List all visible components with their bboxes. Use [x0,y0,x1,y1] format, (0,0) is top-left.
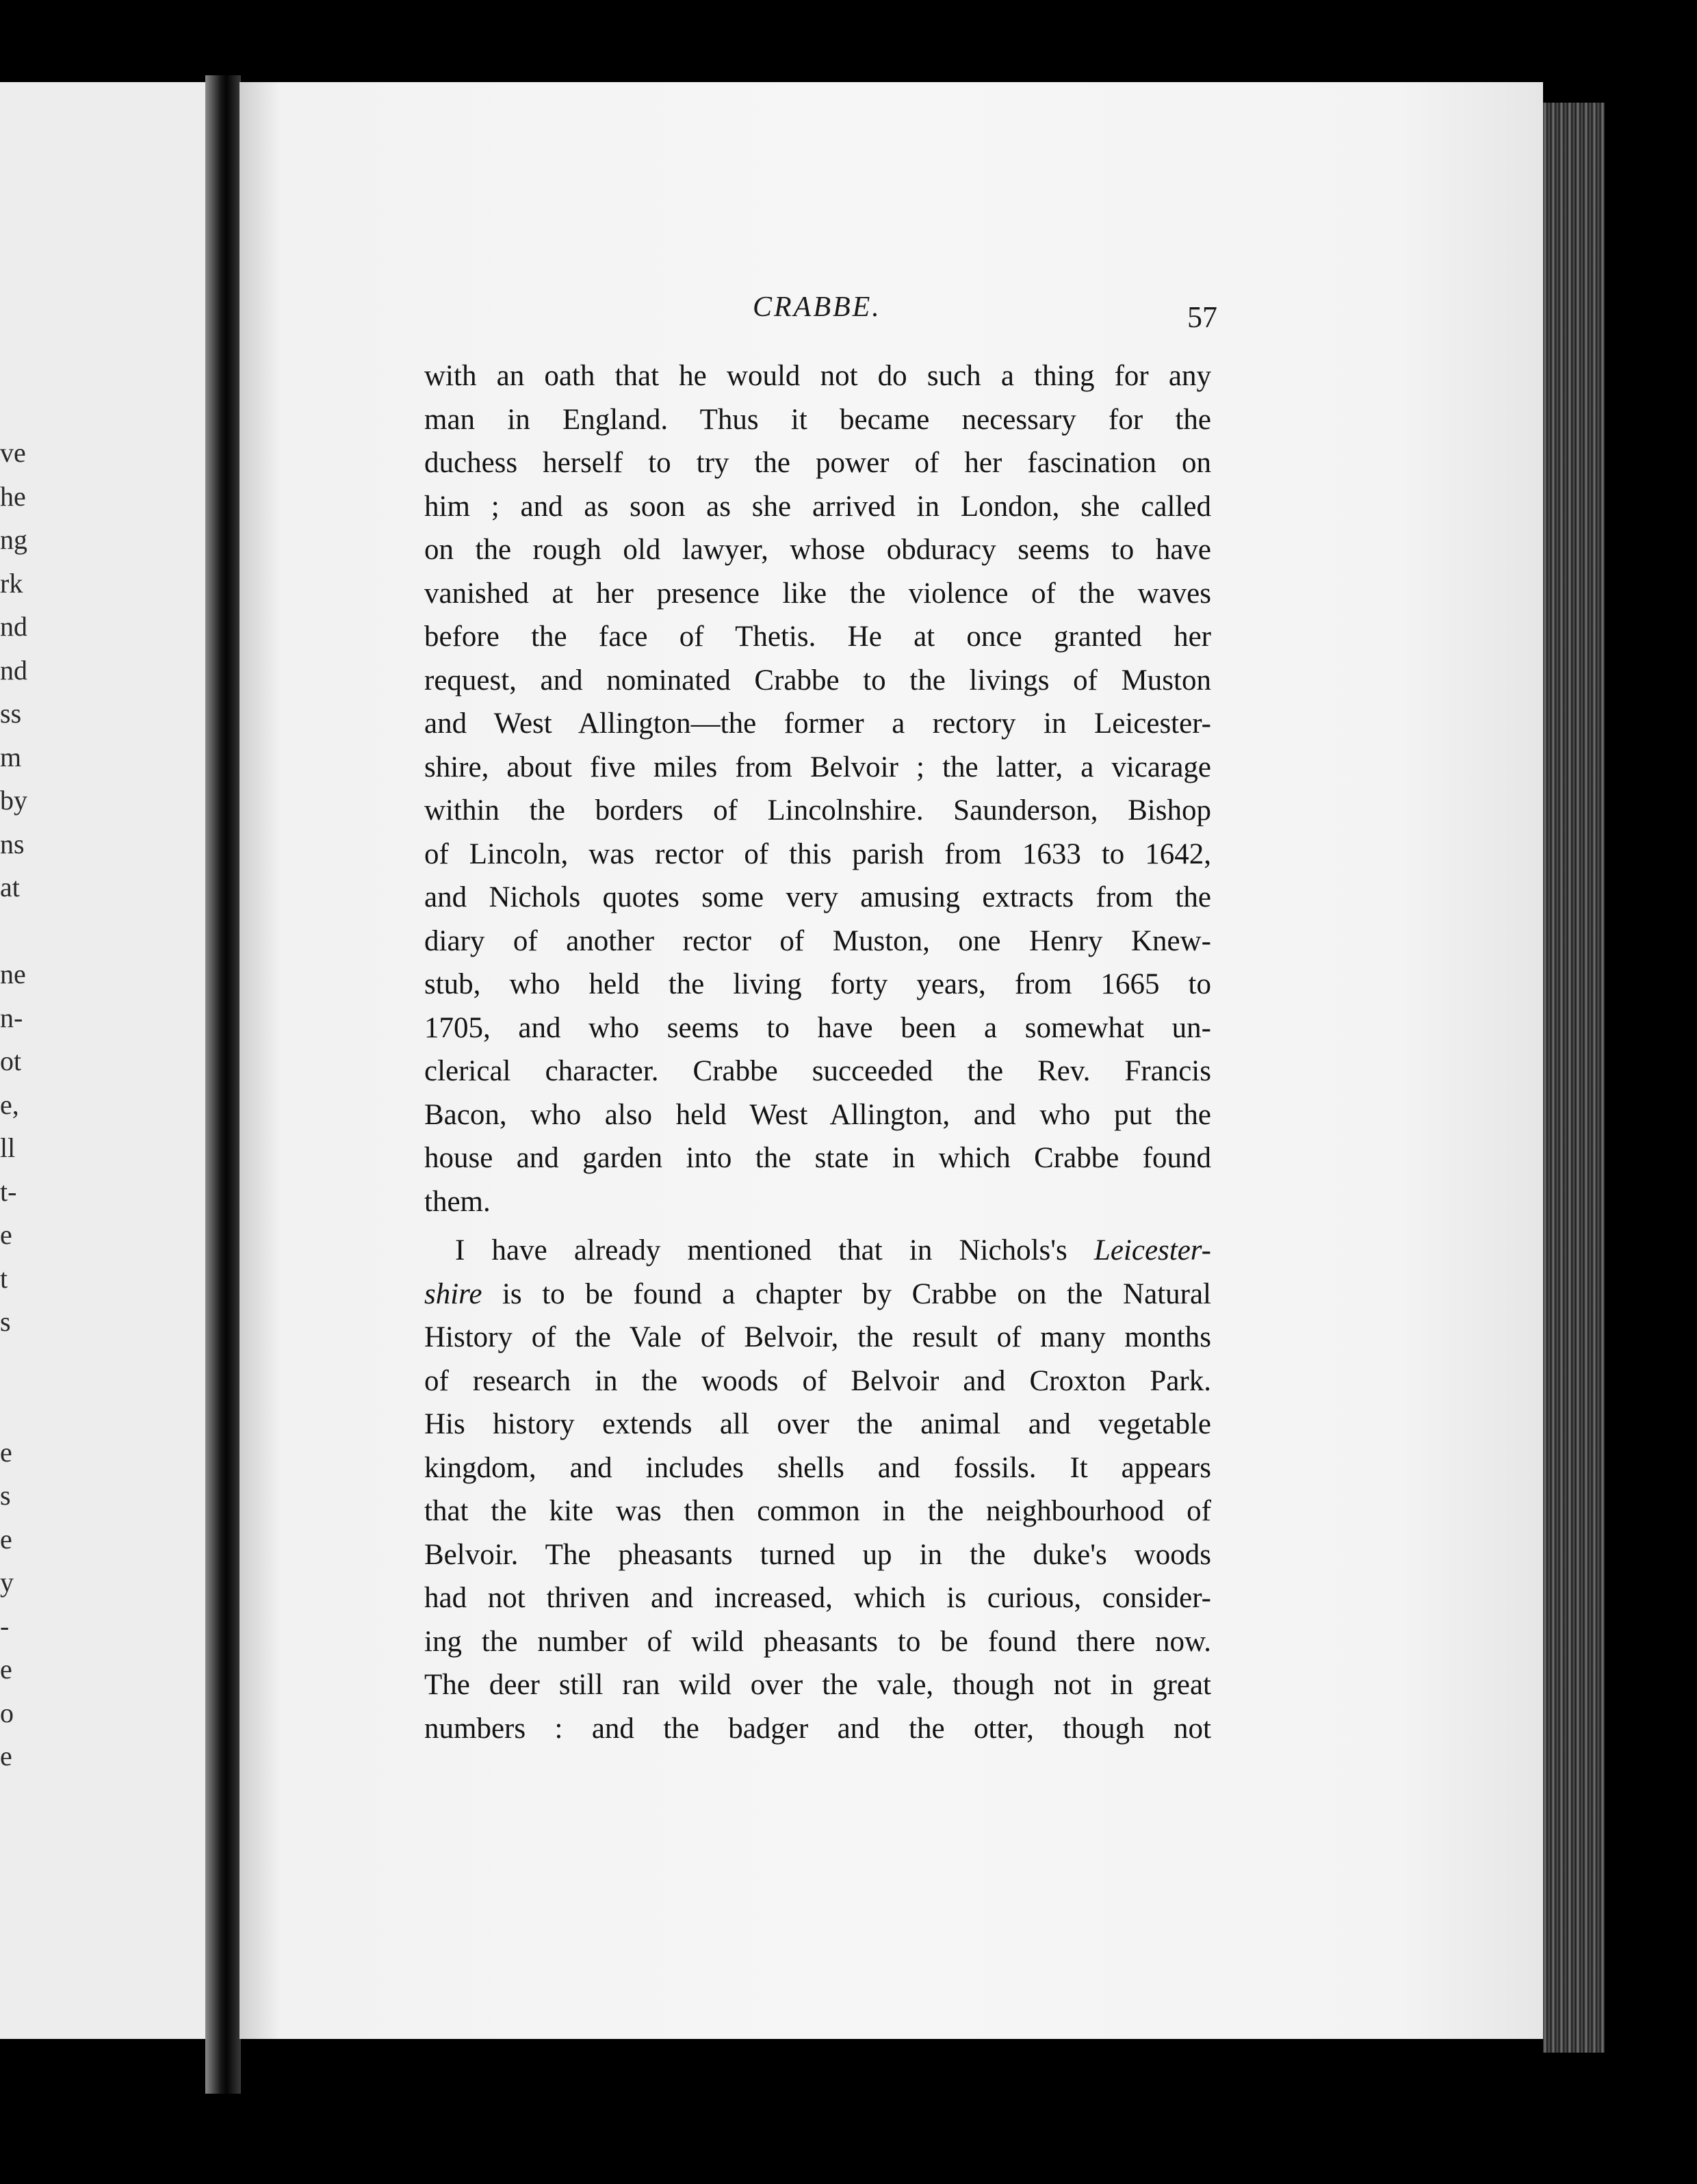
book-gutter [205,75,241,2094]
facing-page-fragment: e [0,1523,12,1555]
facing-page-fragment: s [0,1480,11,1511]
facing-page-fragment: s [0,1306,11,1337]
page-edges [1543,103,1605,2053]
text-line: man in England. Thus it became necessary for the [424,403,1211,436]
facing-page-fragment: t [0,1262,8,1294]
text-line [424,1229,1211,1273]
facing-page [0,82,205,2039]
facing-page-fragment [0,909,41,953]
body-text [424,354,1211,1750]
text-line: The deer still ran wild over the vale, though not in great [424,1669,1211,1701]
text-line: Bacon, who also held West Allington, and who put the [424,1098,1211,1131]
text-run: I have already mentioned that in Nichols's [455,1234,1094,1266]
text-line: before the face of Thetis. He at once granted her [424,621,1211,653]
text-line: request, and nominated Crabbe to the livings of Muston [424,664,1211,697]
text-line: with an oath that he would not do such a thing for any [424,360,1211,392]
facing-page-fragment: e [0,1436,12,1468]
facing-page-fragment: he [0,480,26,512]
text-run: is to be found a chapter by Crabbe on the Natural [482,1277,1211,1310]
text-line: diary of another rector of Muston, one Henry Knew- [424,924,1211,957]
facing-page-fragment: e [0,1219,12,1250]
running-head: CRABBE. [753,291,881,323]
paragraph [424,1229,1211,1750]
text-line: stub, who held the living forty years, from 1665 to [424,968,1211,1000]
text-line: house and garden into the state in which Crabbe found [424,1142,1211,1174]
text-line: His history extends all over the animal and vegetable [424,1408,1211,1440]
text-line: within the borders of Lincolnshire. Saunderson, Bishop [424,794,1211,827]
facing-page-fragment: e, [0,1089,19,1120]
facing-page-fragment: by [0,785,27,816]
text-line: and West Allington—the former a rectory in Leicester- [424,707,1211,740]
page-number: 57 [1187,300,1217,334]
facing-page-fragment: nd [0,654,27,686]
text-line: them. [424,1185,491,1218]
italic-title: shire [424,1277,482,1310]
text-line: ing the number of wild pheasants to be found there now. [424,1625,1211,1658]
text-line: numbers : and the badger and the otter, though not [424,1712,1211,1745]
facing-page-fragment [0,1387,41,1431]
facing-page-fragment: ng [0,524,27,555]
facing-page-fragment: at [0,872,20,902]
facing-page-fragment [0,1344,41,1388]
text-line: shire, about five miles from Belvoir ; the latter, a vicarage [424,751,1211,783]
facing-page-fragment: ne [0,959,26,989]
facing-page-fragment: rk [0,567,23,599]
italic-title: Leicester- [1093,1234,1211,1266]
text-line: and Nichols quotes some very amusing extracts from the [424,881,1211,913]
text-line: on the rough old lawyer, whose obduracy seems to have [424,534,1211,566]
facing-page-fragment: ve [0,437,26,468]
facing-page-fragment: ot [0,1045,22,1076]
text-line: clerical character. Crabbe succeeded the Rev. Francis [424,1055,1211,1087]
text-line: had not thriven and increased, which is curious, consider- [424,1582,1211,1614]
text-line: kingdom, and includes shells and fossils. It appears [424,1451,1211,1484]
text-line: vanished at her presence like the violence of the waves [424,577,1211,610]
text-line: History of the Vale of Belvoir, the result of many months [424,1321,1211,1353]
facing-page-fragment: o [0,1697,14,1728]
facing-page-fragment: ss [0,698,22,729]
text-line: of research in the woods of Belvoir and Croxton Park. [424,1364,1211,1397]
facing-page-fragment: y [0,1567,14,1598]
text-line: of Lincoln, was rector of this parish from 1633 to 1642, [424,837,1211,870]
facing-page-fragment: t- [0,1175,17,1207]
facing-page-fragment: e [0,1654,12,1685]
text-line: him ; and as soon as she arrived in London, she called [424,490,1211,523]
facing-page-fragment: m [0,741,22,772]
facing-page-fragment: - [0,1610,10,1641]
text-line: that the kite was then common in the neighbourhood of [424,1495,1211,1527]
facing-page-fragment: e [0,1741,12,1771]
facing-page-text-fragments [0,431,41,1778]
facing-page-fragment: n- [0,1002,23,1033]
facing-page-fragment: ns [0,828,25,859]
text-line: Belvoir. The pheasants turned up in the duke's woods [424,1538,1211,1571]
facing-page-fragment: nd [0,611,27,642]
facing-page-fragment: ll [0,1132,16,1163]
text-line: duchess herself to try the power of her fascination on [424,447,1211,479]
paragraph [424,354,1211,1223]
text-line [424,1273,1211,1316]
text-line: 1705, and who seems to have been a somewhat un- [424,1011,1211,1044]
